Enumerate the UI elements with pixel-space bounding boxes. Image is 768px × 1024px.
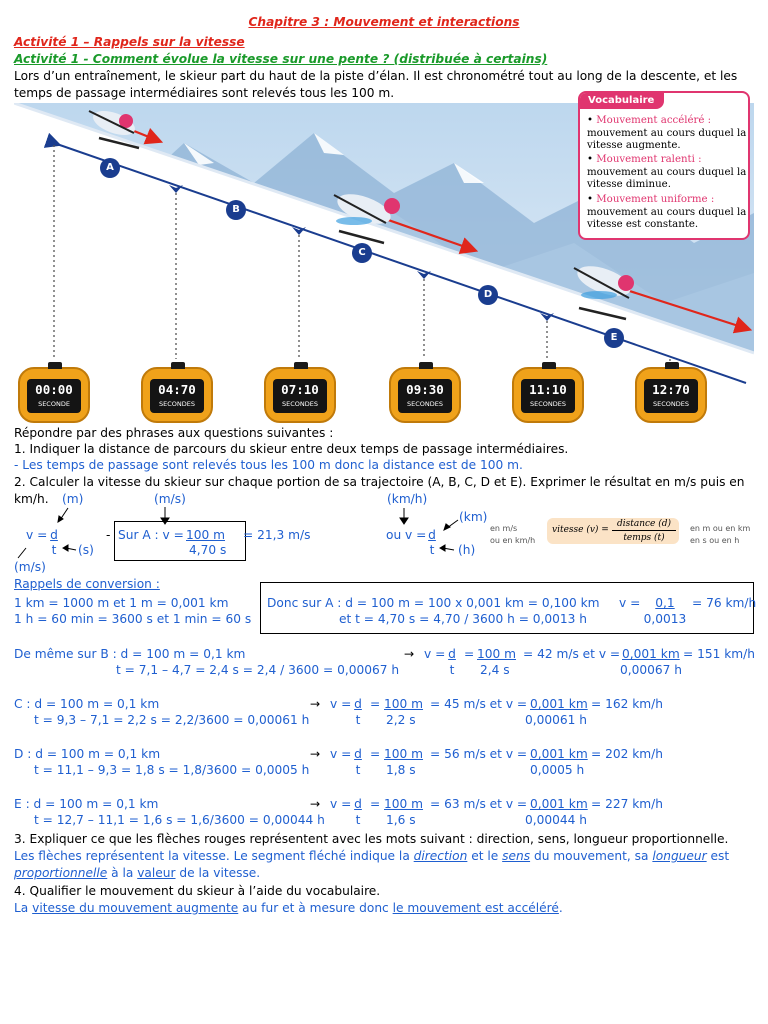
seg-c-res: = 45 m/s et v =	[430, 697, 528, 711]
sur-a-numerator: 100 m	[186, 528, 226, 542]
intro-line-1: Lors d’un entraînement, le skieur part du haut de la piste d’élan. Il est chronométré tout au long de la descente, et les	[14, 69, 738, 83]
seg-d-v: v =	[330, 747, 352, 761]
vocab-text: mouvement au cours duquel la vitesse est constante.	[587, 206, 747, 230]
stopwatch-unit: SECONDES	[407, 400, 443, 408]
sur-a-kmh-v: v =	[619, 596, 641, 610]
seg-b-den: 2,4 s	[480, 663, 510, 677]
stopwatch-time: 12:70	[652, 382, 690, 397]
seg-b-res: = 42 m/s et v =	[523, 647, 621, 661]
unit-text: ou en	[706, 536, 735, 545]
answer-3-direction: direction	[413, 849, 468, 863]
seg-e-num: 100 m	[384, 797, 424, 811]
seg-e-res: = 63 m/s et v =	[430, 797, 528, 811]
answer-3-text: Les flèches représentent la vitesse. Le segment fléché indique la	[14, 849, 414, 863]
answer-4-text: au fur et à mesure donc	[238, 901, 393, 915]
seg-d-res2: = 202 km/h	[591, 747, 663, 761]
seg-c-line-2: t = 9,3 – 7,1 = 2,2 s = 2,2/3600 = 0,00061 h	[34, 713, 310, 727]
seg-e-t: t	[355, 813, 361, 827]
formula-card-den: temps (t)	[623, 533, 665, 543]
seg-c-d: d	[354, 697, 362, 711]
seg-d-line-1: D : d = 100 m = 0,1 km	[14, 747, 161, 761]
unit-text: km	[737, 524, 751, 533]
stopwatch-unit: SECONDES	[159, 400, 195, 408]
unit-kmh: (km/h)	[387, 492, 428, 506]
answer-3-text: de la vitesse.	[175, 866, 261, 880]
unit-ms: (m/s)	[154, 492, 186, 506]
sur-a-conv-line-2: et t = 4,70 s = 4,70 / 3600 h = 0,0013 h	[339, 612, 588, 626]
chapter-title: Chapitre 3 : Mouvement et interactions	[248, 15, 520, 29]
seg-e-den2: 0,00044 h	[525, 813, 587, 827]
stopwatch-time: 11:10	[529, 382, 567, 397]
seg-b-arrow: →	[404, 647, 415, 661]
seg-e-d: d	[354, 797, 362, 811]
sur-a-conv-line-1: Donc sur A : d = 100 m = 100 x 0,001 km = 0,100 km	[267, 596, 600, 610]
formula-unit-left-2: ou en km/h	[490, 536, 536, 545]
segment-label-a: A	[100, 158, 120, 178]
seg-c-num2: 0,001 km	[530, 697, 588, 711]
answer-4-text: La	[14, 901, 33, 915]
formula-d: d	[50, 528, 58, 542]
vocab-item-slowed: • Mouvement ralenti : mouvement au cours duquel la vitesse diminue.	[587, 154, 747, 190]
seg-e-res2: = 227 km/h	[591, 797, 663, 811]
seg-b-d: d	[448, 647, 456, 661]
seg-d-t: t	[355, 763, 361, 777]
vocabulary-header: Vocabulaire	[580, 93, 664, 109]
segment-label-d: D	[478, 285, 498, 305]
seg-d-res: = 56 m/s et v =	[430, 747, 528, 761]
segment-label-b: B	[226, 200, 246, 220]
formula-unit-left-1: en m/s	[490, 524, 518, 533]
sur-a-result: = 21,3 m/s	[243, 528, 311, 542]
seg-d-line-2: t = 11,1 – 9,3 = 1,8 s = 1,8/3600 = 0,0005 h	[34, 763, 310, 777]
seg-e-line-2: t = 12,7 – 11,1 = 1,6 s = 1,6/3600 = 0,00044 h	[34, 813, 325, 827]
seg-b-v: v =	[424, 647, 446, 661]
unit-m: (m)	[62, 492, 84, 506]
question-2-line-2: km/h.	[14, 492, 49, 506]
formula-dash: -	[106, 528, 111, 542]
formula-ou-v: ou v =	[386, 528, 427, 542]
sur-a-kmh-den: 0,0013	[643, 612, 687, 626]
stopwatch-unit: SECONDES	[653, 400, 689, 408]
intro-line-2: temps de passage intermédiaires sont relevés tous les 100 m.	[14, 86, 395, 100]
seg-e-v: v =	[330, 797, 352, 811]
seg-e-line-1: E : d = 100 m = 0,1 km	[14, 797, 159, 811]
seg-c-res2: = 162 km/h	[591, 697, 663, 711]
answer-3-text: et le	[467, 849, 503, 863]
formula-card-num: distance (d)	[612, 518, 676, 531]
answer-3-line-2	[14, 866, 260, 881]
seg-b-den2: 0,00067 h	[620, 663, 682, 677]
seg-b-num: 100 m	[477, 647, 517, 661]
unit-text: en s	[690, 536, 707, 545]
vocab-text: mouvement au cours duquel la vitesse diminue.	[587, 166, 747, 190]
unit-text: h	[734, 536, 740, 545]
vocab-key: Mouvement accéléré :	[596, 115, 712, 126]
unit-text: ou en	[710, 524, 738, 533]
vocab-text: mouvement au cours duquel la vitesse augmente.	[587, 127, 747, 151]
sur-a-kmh-res: = 76 km/h	[692, 596, 757, 610]
seg-d-den: 1,8 s	[386, 763, 416, 777]
stopwatch-unit: SECONDES	[282, 400, 318, 408]
seg-d-eq: =	[370, 747, 381, 761]
answer-4-text: .	[558, 901, 563, 915]
stopwatch-time: 04:70	[158, 382, 196, 397]
segment-label-e: E	[604, 328, 624, 348]
stopwatch-unit: SECONDES	[530, 400, 566, 408]
seg-b-res2: = 151 km/h	[683, 647, 755, 661]
segment-label-c: C	[352, 243, 372, 263]
seg-d-num2: 0,001 km	[530, 747, 588, 761]
sur-a-kmh-num: 0,1	[655, 596, 675, 610]
formula-card-v: vitesse (v) =	[552, 525, 609, 535]
seg-d-d: d	[354, 747, 362, 761]
answer-3-line-1	[14, 849, 729, 864]
answer-4-accelerated: le mouvement est accéléré	[392, 901, 559, 915]
unit-s: (s)	[78, 543, 94, 557]
seg-b-t: t	[449, 663, 455, 677]
formula-unit-right-1	[690, 523, 750, 534]
sur-a-denominator: 4,70 s	[189, 543, 227, 557]
formula-unit-right-2	[690, 535, 739, 546]
seg-c-den2: 0,00061 h	[525, 713, 587, 727]
seg-c-t: t	[355, 713, 361, 727]
stopwatch-unit: SECONDE	[38, 400, 70, 408]
seg-d-arrow: →	[310, 747, 321, 761]
seg-d-den2: 0,0005 h	[530, 763, 585, 777]
stopwatch-time: 00:00	[35, 382, 73, 397]
stopwatch-time: 09:30	[406, 382, 444, 397]
vocab-item-uniform: • Mouvement uniforme : mouvement au cours duquel la vitesse est constante.	[587, 194, 747, 230]
answer-3-text: est	[706, 849, 730, 863]
unit-text: en m	[690, 524, 711, 533]
question-1: 1. Indiquer la distance de parcours du skieur entre deux temps de passage intermédiaires.	[14, 442, 569, 456]
answer-3-proportionnelle: proportionnelle	[14, 866, 108, 880]
seg-c-eq: =	[370, 697, 381, 711]
seg-e-num2: 0,001 km	[530, 797, 588, 811]
formula-t: t	[51, 543, 57, 557]
conversion-title: Rappels de conversion :	[14, 577, 160, 591]
answer-3-valeur: valeur	[137, 866, 176, 880]
question-3: 3. Expliquer ce que les flèches rouges représentent avec les mots suivant : direction, sens, longueur proportionnelle.	[14, 832, 729, 846]
seg-b-num2: 0,001 km	[622, 647, 680, 661]
seg-b-line-2: t = 7,1 – 4,7 = 2,4 s = 2,4 / 3600 = 0,00067 h	[116, 663, 400, 677]
vocab-key: Mouvement ralenti :	[596, 154, 702, 165]
conversion-line-1: 1 km = 1000 m et 1 m = 0,001 km	[14, 596, 229, 610]
answer-3-longueur: longueur	[652, 849, 707, 863]
answer-1: - Les temps de passage sont relevés tous les 100 m donc la distance est de 100 m.	[14, 458, 523, 472]
vocab-item-accelerated: • Mouvement accéléré : mouvement au cours duquel la vitesse augmente.	[587, 115, 747, 151]
stopwatch-time: 07:10	[281, 382, 319, 397]
answer-3-text: du mouvement, sa	[530, 849, 653, 863]
question-4: 4. Qualifier le mouvement du skieur à l’aide du vocabulaire.	[14, 884, 381, 898]
vocab-key: Mouvement uniforme :	[596, 194, 715, 205]
seg-c-v: v =	[330, 697, 352, 711]
seg-e-arrow: →	[310, 797, 321, 811]
seg-d-num: 100 m	[384, 747, 424, 761]
activity-1-title: Activité 1 – Rappels sur la vitesse	[14, 35, 245, 49]
question-2-line-1: 2. Calculer la vitesse du skieur sur chaque portion de sa trajectoire (A, B, C, D et E). Exprimer le résultat en m/s puis en	[14, 475, 745, 489]
formula-ou-d: d	[428, 528, 436, 542]
seg-b-line-1: De même sur B : d = 100 m = 0,1 km	[14, 647, 246, 661]
answer-4	[14, 901, 563, 916]
seg-c-num: 100 m	[384, 697, 424, 711]
seg-c-line-1: C : d = 100 m = 0,1 km	[14, 697, 160, 711]
formula-v: v =	[26, 528, 48, 542]
seg-c-arrow: →	[310, 697, 321, 711]
answer-3-text: à la	[107, 866, 138, 880]
answer-3-sens: sens	[502, 849, 531, 863]
sur-a-label: Sur A : v =	[118, 528, 184, 542]
seg-e-den: 1,6 s	[386, 813, 416, 827]
answer-4-speed-increases: vitesse du mouvement augmente	[32, 901, 239, 915]
unit-h: (h)	[458, 543, 476, 557]
unit-ms-below: (m/s)	[14, 560, 46, 574]
seg-b-eq: =	[464, 647, 475, 661]
activity-1b-title: Activité 1 - Comment évolue la vitesse sur une pente ? (distribuée à certains)	[14, 52, 548, 66]
formula-ou-t: t	[429, 543, 435, 557]
unit-km: (km)	[459, 510, 488, 524]
conversion-line-2: 1 h = 60 min = 3600 s et 1 min = 60 s	[14, 612, 252, 626]
seg-e-eq: =	[370, 797, 381, 811]
questions-intro: Répondre par des phrases aux questions suivantes :	[14, 426, 334, 440]
seg-c-den: 2,2 s	[386, 713, 416, 727]
